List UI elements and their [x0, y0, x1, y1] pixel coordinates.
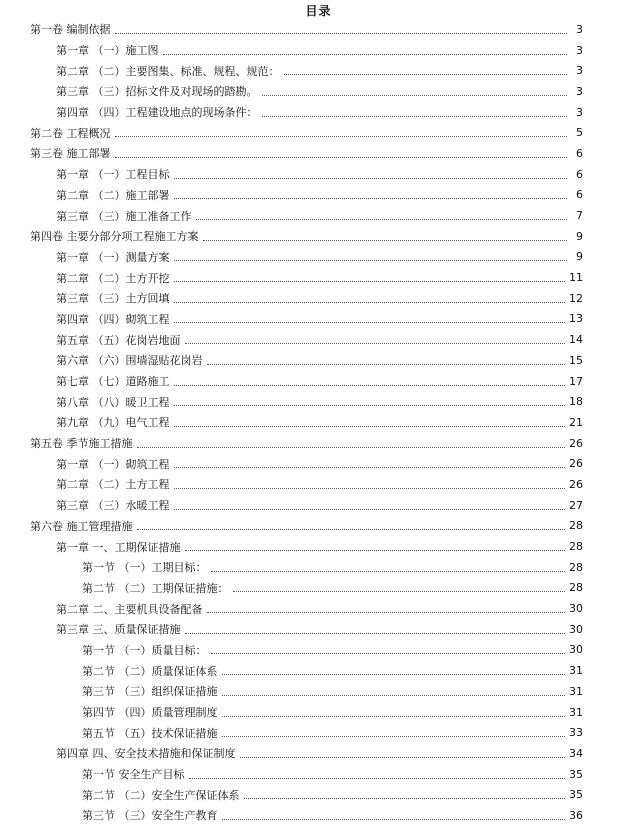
toc-dot-leader — [115, 32, 568, 34]
toc-entry[interactable] — [0, 681, 637, 702]
toc-dot-leader — [115, 135, 568, 137]
toc-entry[interactable] — [0, 453, 637, 474]
toc-dot-leader — [174, 404, 566, 406]
toc-entry[interactable] — [0, 578, 637, 599]
toc-entry-page-number: 35 — [569, 788, 583, 802]
toc-entry[interactable] — [0, 805, 637, 826]
toc-entry[interactable] — [0, 371, 637, 392]
toc-entry-page-number: 9 — [576, 250, 583, 264]
toc-entry-label: 第六章 （六）围墙湿贴花岗岩 — [56, 354, 203, 368]
toc-entry-page-number: 35 — [569, 767, 583, 781]
toc-entry-page-number: 28 — [569, 540, 583, 554]
toc-entry-page-number: 7 — [576, 209, 583, 223]
toc-entry-label: 第二章 （二）主要图集、标准、规程、规范： — [56, 64, 280, 78]
toc-entry-label: 第二卷 工程概况 — [30, 126, 111, 140]
toc-entry-page-number: 28 — [569, 581, 583, 595]
toc-entry[interactable] — [0, 516, 637, 537]
toc-entry-label: 第三卷 施工部署 — [30, 147, 111, 161]
toc-entry-page-number: 6 — [576, 167, 583, 181]
toc-dot-leader — [222, 735, 566, 737]
toc-dot-leader — [222, 715, 566, 717]
toc-dot-leader — [207, 611, 566, 613]
toc-entry-page-number: 26 — [569, 436, 583, 450]
toc-entry-label: 第一节 （一）质量目标： — [82, 643, 207, 657]
toc-entry-page-number: 31 — [569, 664, 583, 678]
toc-entry-label: 第一章 一、工期保证措施 — [56, 540, 181, 554]
toc-entry-label: 第三章 （三）招标文件及对现场的踏勘。 — [56, 85, 258, 99]
toc-entry-page-number: 28 — [569, 560, 583, 574]
toc-entry-label: 第五章 （五）花岗岩地面 — [56, 333, 181, 347]
toc-dot-leader — [185, 632, 566, 634]
toc-entry-page-number: 6 — [576, 188, 583, 202]
toc-entry-label: 第二章 二、主要机具设备配备 — [56, 602, 203, 616]
toc-dot-leader — [262, 115, 568, 117]
toc-dot-leader — [137, 446, 566, 448]
toc-dot-leader — [174, 384, 566, 386]
toc-entry[interactable] — [0, 743, 637, 764]
toc-entry-label: 第二节 （二）安全生产保证体系 — [82, 788, 240, 802]
toc-entry-page-number: 15 — [569, 353, 583, 367]
toc-entry-label: 第二节 （二）工期保证措施： — [82, 581, 229, 595]
toc-entry-page-number: 30 — [569, 643, 583, 657]
toc-entry-label: 第三节 （三）组织保证措施 — [82, 685, 218, 699]
toc-entry[interactable] — [0, 391, 637, 412]
toc-entry-page-number: 12 — [569, 291, 583, 305]
toc-dot-leader — [211, 652, 566, 654]
toc-dot-leader — [174, 321, 566, 323]
toc-entry-label: 第四卷 主要分部分项工程施工方案 — [30, 230, 199, 244]
toc-entry[interactable] — [0, 247, 637, 268]
toc-entry-label: 第一章 （一）施工图 — [56, 44, 159, 58]
toc-entry-page-number: 5 — [576, 126, 583, 140]
toc-entry[interactable] — [0, 702, 637, 723]
toc-entry[interactable] — [0, 433, 637, 454]
toc-entry[interactable] — [0, 19, 637, 40]
toc-entry-page-number: 28 — [569, 519, 583, 533]
toc-entry[interactable] — [0, 288, 637, 309]
toc-entry-label: 第二章 （二）土方工程 — [56, 478, 170, 492]
toc-title: 目录 — [305, 4, 332, 18]
toc-entry-label: 第八章 （八）暖卫工程 — [56, 395, 170, 409]
toc-entry[interactable] — [0, 722, 637, 743]
toc-dot-leader — [233, 590, 566, 592]
toc-entry[interactable] — [0, 598, 637, 619]
toc-entry-label: 第三章 三、质量保证措施 — [56, 623, 181, 637]
toc-entry-page-number: 26 — [569, 477, 583, 491]
toc-entry-label: 第一节 安全生产目标 — [82, 768, 185, 782]
toc-dot-leader — [174, 301, 566, 303]
toc-dot-leader — [284, 73, 568, 75]
toc-entry[interactable] — [0, 619, 637, 640]
toc-entry-page-number: 26 — [569, 457, 583, 471]
toc-entry-page-number: 3 — [576, 22, 583, 36]
toc-entry-page-number: 27 — [569, 498, 583, 512]
toc-entry[interactable] — [0, 329, 637, 350]
toc-entry-label: 第一章 （一）工程目标 — [56, 168, 170, 182]
toc-entry[interactable] — [0, 102, 637, 123]
toc-dot-leader — [174, 425, 566, 427]
toc-entry-label: 第二章 （二）土方开挖 — [56, 271, 170, 285]
toc-list — [0, 19, 637, 826]
toc-entry-page-number: 34 — [569, 746, 583, 760]
toc-entry-page-number: 30 — [569, 622, 583, 636]
toc-entry[interactable] — [0, 185, 637, 206]
toc-entry-label: 第四章 （四）砌筑工程 — [56, 312, 170, 326]
toc-entry-page-number: 3 — [576, 84, 583, 98]
toc-entry-page-number: 13 — [569, 312, 583, 326]
toc-entry-label: 第一节 （一）工期目标： — [82, 561, 207, 575]
toc-entry-label: 第五卷 季节施工措施 — [30, 437, 133, 451]
toc-entry-page-number: 30 — [569, 602, 583, 616]
toc-entry-page-number: 14 — [569, 333, 583, 347]
toc-dot-leader — [240, 756, 566, 758]
toc-entry-label: 第二章 （二）施工部署 — [56, 188, 170, 202]
toc-entry-label: 第三章 （三）施工准备工作 — [56, 209, 192, 223]
toc-entry-label: 第五节 （五）技术保证措施 — [82, 726, 218, 740]
toc-dot-leader — [262, 94, 568, 96]
toc-entry[interactable] — [0, 60, 637, 81]
toc-entry[interactable] — [0, 495, 637, 516]
toc-dot-leader — [185, 549, 566, 551]
toc-entry-page-number: 3 — [576, 105, 583, 119]
toc-entry-page-number: 21 — [569, 415, 583, 429]
toc-entry[interactable] — [0, 226, 637, 247]
toc-dot-leader — [174, 508, 566, 510]
toc-entry[interactable] — [0, 40, 637, 61]
toc-entry[interactable] — [0, 660, 637, 681]
toc-entry[interactable] — [0, 164, 637, 185]
toc-dot-leader — [222, 694, 566, 696]
toc-dot-leader — [174, 259, 568, 261]
toc-entry[interactable] — [0, 122, 637, 143]
toc-entry-page-number: 9 — [576, 229, 583, 243]
toc-entry-page-number: 31 — [569, 684, 583, 698]
toc-entry-page-number: 3 — [576, 43, 583, 57]
toc-entry-label: 第六卷 施工管理措施 — [30, 519, 133, 533]
toc-entry[interactable] — [0, 764, 637, 785]
toc-entry[interactable] — [0, 557, 637, 578]
toc-entry-label: 第一章 （一）测量方案 — [56, 250, 170, 264]
toc-dot-leader — [163, 53, 568, 55]
toc-entry-label: 第七章 （七）道路施工 — [56, 375, 170, 389]
toc-entry[interactable] — [0, 784, 637, 805]
toc-entry-page-number: 31 — [569, 705, 583, 719]
toc-entry[interactable] — [0, 536, 637, 557]
toc-entry-page-number: 17 — [569, 374, 583, 388]
toc-dot-leader — [115, 156, 568, 158]
toc-entry[interactable] — [0, 205, 637, 226]
toc-entry-page-number: 18 — [569, 395, 583, 409]
toc-dot-leader — [196, 218, 568, 220]
toc-entry-page-number: 33 — [569, 726, 583, 740]
toc-dot-leader — [174, 487, 566, 489]
toc-dot-leader — [244, 797, 566, 799]
toc-entry-label: 第三节 （三）安全生产教育 — [82, 809, 218, 823]
toc-entry-label: 第四章 四、安全技术措施和保证制度 — [56, 747, 236, 761]
toc-entry-label: 第九章 （九）电气工程 — [56, 416, 170, 430]
toc-dot-leader — [174, 466, 566, 468]
toc-dot-leader — [185, 342, 566, 344]
toc-dot-leader — [222, 818, 566, 820]
toc-dot-leader — [222, 673, 566, 675]
toc-entry-label: 第三章 （三）水暖工程 — [56, 499, 170, 513]
toc-entry-label: 第二节 （二）质量保证体系 — [82, 664, 218, 678]
toc-dot-leader — [189, 777, 566, 779]
toc-entry-label: 第三章 （三）土方回填 — [56, 292, 170, 306]
toc-entry-label: 第一章 （一）砌筑工程 — [56, 457, 170, 471]
toc-dot-leader — [174, 280, 566, 282]
toc-entry[interactable] — [0, 640, 637, 661]
toc-entry[interactable] — [0, 412, 637, 433]
toc-entry-page-number: 3 — [576, 64, 583, 78]
toc-dot-leader — [203, 239, 568, 241]
toc-entry-label: 第一卷 编制依据 — [30, 23, 111, 37]
toc-dot-leader — [174, 177, 568, 179]
toc-entry-label: 第四章 （四）工程建设地点的现场条件： — [56, 106, 258, 120]
toc-entry[interactable] — [0, 267, 637, 288]
toc-entry[interactable] — [0, 350, 637, 371]
toc-entry[interactable] — [0, 309, 637, 330]
toc-dot-leader — [211, 570, 566, 572]
toc-entry[interactable] — [0, 81, 637, 102]
toc-entry-label: 第四节 （四）质量管理制度 — [82, 706, 218, 720]
toc-dot-leader — [137, 528, 566, 530]
toc-entry[interactable] — [0, 143, 637, 164]
toc-entry-page-number: 6 — [576, 146, 583, 160]
toc-dot-leader — [207, 363, 566, 365]
toc-entry[interactable] — [0, 474, 637, 495]
toc-entry-page-number: 11 — [569, 271, 583, 285]
toc-entry-page-number: 36 — [569, 808, 583, 822]
toc-dot-leader — [174, 197, 568, 199]
